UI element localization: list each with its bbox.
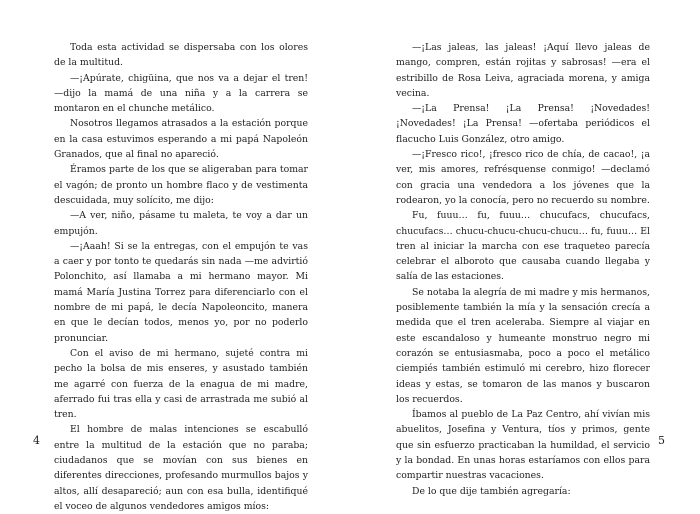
paragraph: —¡Las jaleas, las jaleas! ¡Aquí llevo jaleas de mango, compren, están rojitas y sabrosas! —era el estribillo de Rosa Leiva, agraciada morena, y amiga vecina. [396, 42, 650, 99]
page-number-left: 4 [33, 434, 40, 447]
paragraph: Nosotros llegamos atrasados a la estación porque en la casa estuvimos esperando a mi papá Napoleón Granados, que al final no apareció. [54, 118, 308, 161]
paragraph: —¡Fresco rico!, ¡fresco rico de chía, de cacao!, ¡a ver, mis amores, refrésquense conmigo! —declamó con gracia una vendedora a los jóvenes que la rodearon, yo la conocía, pero no recuerdo su nombre. [396, 149, 650, 206]
paragraph: Toda esta actividad se dispersaba con los olores de la multitud. [54, 42, 308, 69]
paragraph: Con el aviso de mi hermano, sujeté contra mi pecho la bolsa de mis enseres, y asustado también me agarré con fuerza de la enagua de mi madre, aferrado fui tras ella y casi de arrastrada me subió al tren. [54, 347, 308, 421]
right-page [396, 40, 650, 499]
page-number-right: 5 [658, 434, 665, 447]
paragraph: —¡Aaah! Si se la entregas, con el empujón te vas a caer y por tonto te quedarás sin nada —me advirtió Polonchito, así llamaba a mi hermano mayor. Mi mamá María Justina Torrez para diferenciarlo con el nombre de mi papá, le decía Napoleoncito, manera en que le decían todos, menos yo, por no poderlo pronunciar. [54, 240, 308, 344]
paragraph: Íbamos al pueblo de La Paz Centro, ahí vivían mis abuelitos, Josefina y Ventura, tíos y primos, gente que sin esfuerzo practicaban la humildad, el servicio y la bondad. En unas horas estaríamos con ellos para compartir nuestras vacaciones. [396, 409, 650, 482]
paragraph: Se notaba la alegría de mi madre y mis hermanos, posiblemente también la mía y la sensación crecía a medida que el tren aceleraba. Siempre al viajar en este escandaloso y humeante monstruo negro mi corazón se entusiasmaba, poco a poco el metálico ciempiés también estimuló mi cerebro, hizo florecer ideas y estas, se tomaron de las manos y buscaron los recuerdos. [396, 286, 650, 405]
paragraph: —¡Apúrate, chigüina, que nos va a dejar el tren! —dijo la mamá de una niña y a la carrera se montaron en el chunche metálico. [54, 72, 308, 115]
paragraph: De lo que dije también agregaría: [412, 485, 571, 497]
left-page [54, 40, 308, 514]
paragraph: —A ver, niño, pásame tu maleta, te voy a dar un empujón. [54, 210, 308, 237]
paragraph: Éramos parte de los que se aligeraban para tomar el vagón; de pronto un hombre flaco y de vestimenta descuidada, muy solícito, me dijo: [54, 164, 308, 206]
paragraph: El hombre de malas intenciones se escabulló entre la multitud de la estación que no paraba; ciudadanos que se movían con sus bienes en diferentes direcciones, profesando murmullos bajos y altos, allí desapareció; aun con esa bulla, identifiqué el voceo de algunos vendedores amigos míos: [54, 424, 308, 512]
paragraph: —¡La Prensa! ¡La Prensa! ¡Novedades! ¡Novedades! ¡La Prensa! —ofertaba periódicos el flacucho Luis González, otro amigo. [396, 103, 650, 145]
paragraph: Fu, fuuu… fu, fuuu… chucufacs, chucufacs, chucufacs… chucu-chucu-chucu-chucu… fu, fuuu… El tren al iniciar la marcha con ese traqueteo parecía celebrar el alboroto que causaba cuando llegaba y salía de las estaciones. [396, 210, 650, 283]
